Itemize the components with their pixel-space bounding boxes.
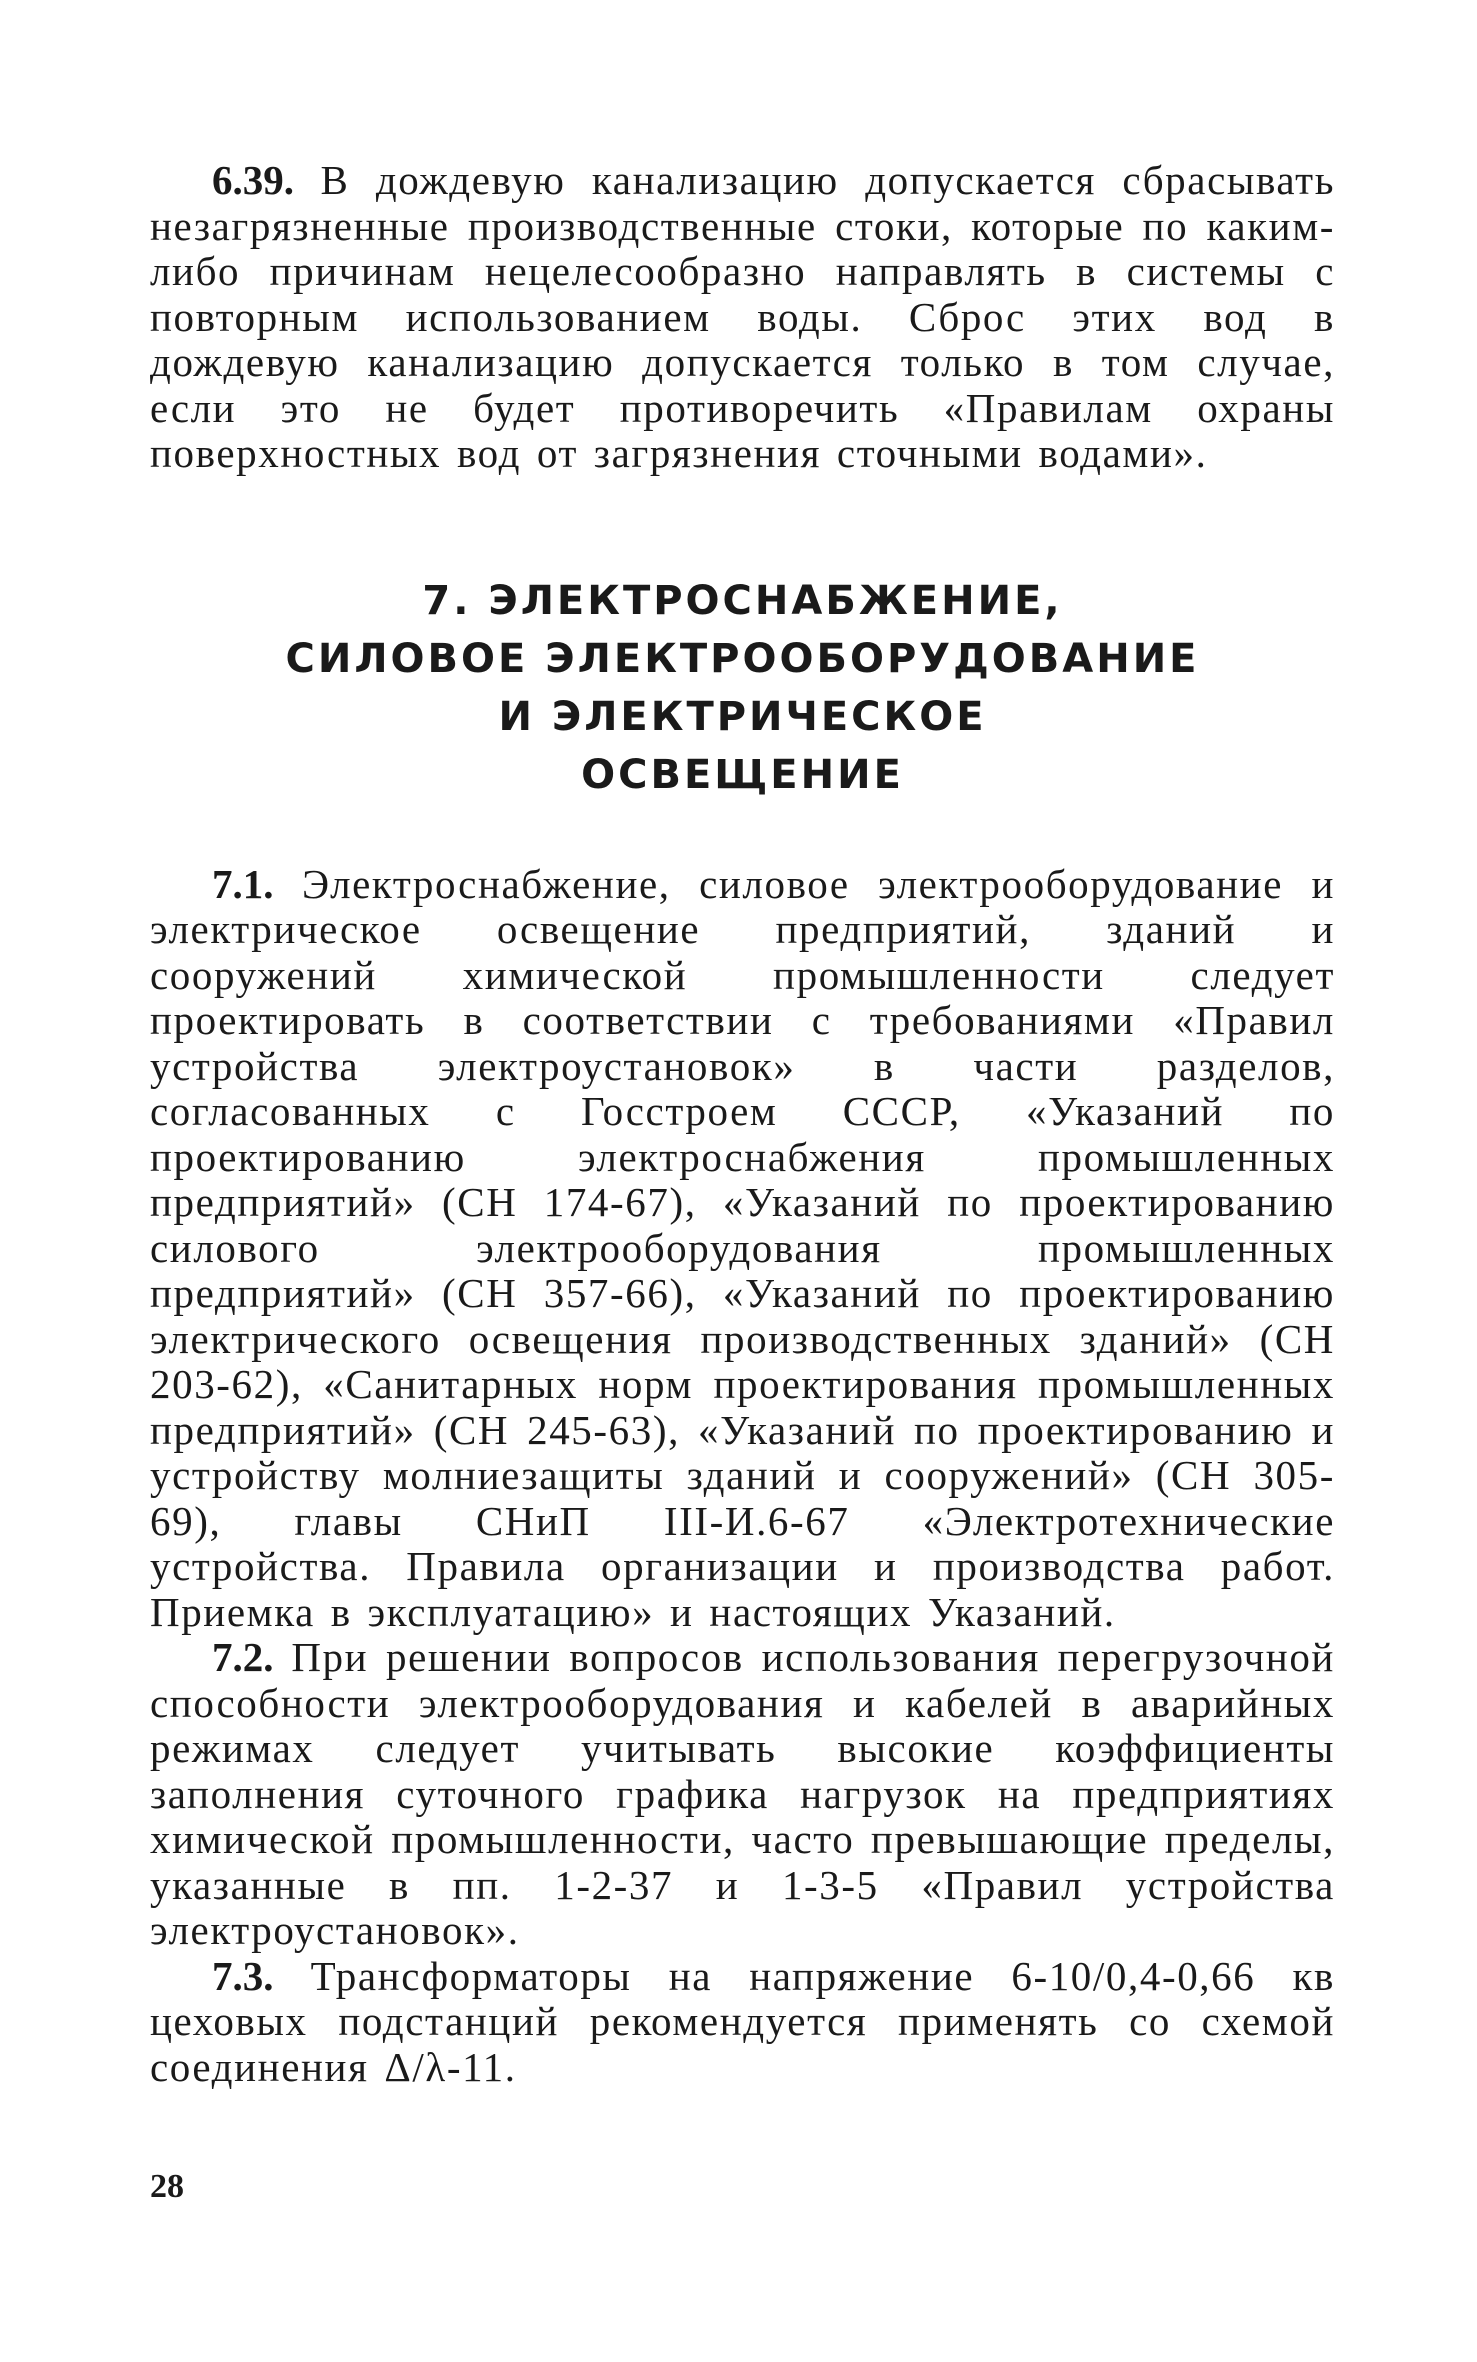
page-number: 28 xyxy=(150,2168,184,2205)
paragraph-7-3 xyxy=(150,1954,1335,2091)
section-heading-line: СИЛОВОЕ ЭЛЕКТРООБОРУДОВАНИЕ xyxy=(285,635,1200,682)
paragraph-number: 7.1. xyxy=(212,860,274,907)
section-heading xyxy=(150,572,1335,804)
paragraph-6-39 xyxy=(150,158,1335,477)
paragraph-number: 6.39. xyxy=(212,157,294,203)
section-heading-line: И ЭЛЕКТРИЧЕСКОЕ xyxy=(498,693,987,740)
section-heading-line: 7. ЭЛЕКТРОСНАБЖЕНИЕ, xyxy=(422,577,1063,624)
paragraph-7-2 xyxy=(150,1635,1335,1954)
text-column xyxy=(150,158,1335,2090)
paragraph-text: Трансформаторы на напряжение 6-10/0,4-0,66 кв цеховых подстанций рекомендуется применять со схемой соединения Δ/λ-11. xyxy=(150,1952,1335,2090)
paragraph-text: Электроснабжение, силовое электрооборудование и электрическое освещение предприятий, зданий и сооружений химической промышленности следует проектировать в соответствии с требованиями «Правил устройства электроустановок» в части разделов, согласованных с Госстроем СССР, «Указаний по проектированию электроснабжения промышленных предприятий» (СН 174-67), «Указаний по проектированию силового электрооборудования промышленных предприятий» (СН 357-66), «Указаний по проектированию электрического освещения производственных зданий» (СН 203-62), «Санитарных норм проектирования промышленных предприятий» (СН 245-63), «Указаний по проектированию и устройству молниезащиты зданий и сооружений» (СН 305-69), главы СНиП III-И.6-67 «Электротехнические устройства. Правила организации и производства работ. Приемка в эксплуатацию» и настоящих Указаний. xyxy=(150,860,1335,1635)
paragraph-7-1 xyxy=(150,862,1335,1636)
paragraph-number: 7.2. xyxy=(212,1634,274,1680)
section-heading-line: ОСВЕЩЕНИЕ xyxy=(581,751,904,798)
paragraph-number: 7.3. xyxy=(212,1952,274,1999)
paragraph-text: В дождевую канализацию допускается сбрасывать незагрязненные производственные стоки, которые по каким-либо причинам нецелесообразно направлять в системы с повторным использованием воды. Сброс этих вод в дождевую канализацию допускается только в том случае, если это не будет противоречить «Правилам охраны поверхностных вод от загрязнения сточными водами». xyxy=(150,157,1335,476)
paragraph-text: При решении вопросов использования перегрузочной способности электрооборудования и кабелей в аварийных режимах следует учитывать высокие коэффициенты заполнения суточного графика нагрузок на предприятиях химической промышленности, часто превышающие пределы, указанные в пп. 1-2-37 и 1-3-5 «Правил устройства электроустановок». xyxy=(150,1634,1335,1953)
